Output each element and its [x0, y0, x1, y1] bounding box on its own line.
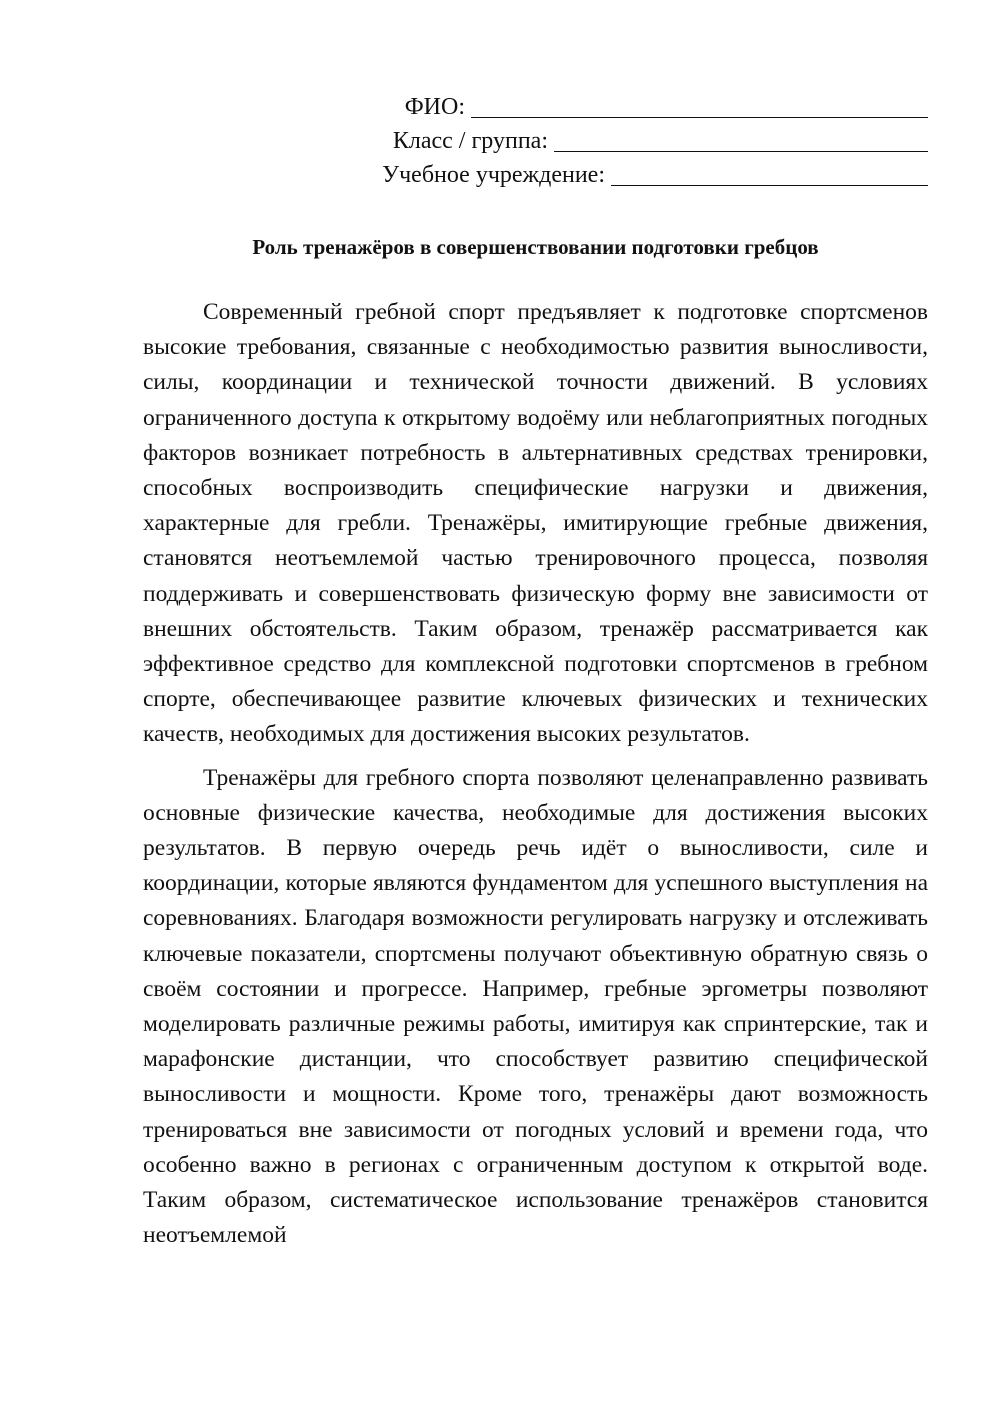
- fio-label: ФИО:: [404, 94, 465, 120]
- document-body: [143, 295, 928, 1261]
- paragraph-1: Современный гребной спорт предъявляет к подготовке спортсменов высокие требования, связанные с необходимостью развития выносливости, силы, координации и технической точности движений. В условиях ограниченного доступа к открытому водоёму или неблагоприятных погодных факторов возникает потребность в альтернативных средствах тренировки, способных воспроизводить специфические нагрузки и движения, характерные для гребли. Тренажёры, имитирующие гребные движения, становятся неотъемлемой частью тренировочного процесса, позволяя поддерживать и совершенствовать физическую форму вне зависимости от внешних обстоятельств. Таким образом, тренажёр рассматривается как эффективное средство для комплексной подготовки спортсменов в гребном спорте, обеспечивающее развитие ключевых физических и технических качеств, необходимых для достижения высоких результатов.: [143, 299, 928, 748]
- class-label: Класс / группа:: [392, 128, 548, 154]
- class-blank-field[interactable]: [554, 127, 928, 152]
- document-title: Роль тренажёров в совершенствовании подготовки гребцов: [252, 235, 819, 259]
- paragraph-2: Тренажёры для гребного спорта позволяют целенаправленно развивать основные физические качества, необходимые для достижения высоких результатов. В первую очередь речь идёт о выносливости, силе и координации, которые являются фундаментом для успешного выступления на соревнованиях. Благодаря возможности регулировать нагрузку и отслеживать ключевые показатели, спортсмены получают объективную обратную связь о своём состоянии и прогрессе. Например, гребные эргометры позволяют моделировать различные режимы работы, имитируя как спринтерские, так и марафонские дистанции, что способствует развитию специфической выносливости и мощности. Кроме того, тренажёры дают возможность тренироваться вне зависимости от погодных условий и времени года, что особенно важно в регионах с ограниченным доступом к открытой воде. Таким образом, систематическое использование тренажёров становится неотъемлемой: [143, 764, 928, 1249]
- fio-line: [328, 90, 928, 124]
- school-blank-field[interactable]: [611, 161, 928, 186]
- student-info-header: [328, 90, 928, 192]
- fio-blank-field[interactable]: [471, 93, 928, 118]
- school-label: Учебное учреждение:: [382, 162, 605, 188]
- school-line: [328, 158, 928, 192]
- class-line: [328, 124, 928, 158]
